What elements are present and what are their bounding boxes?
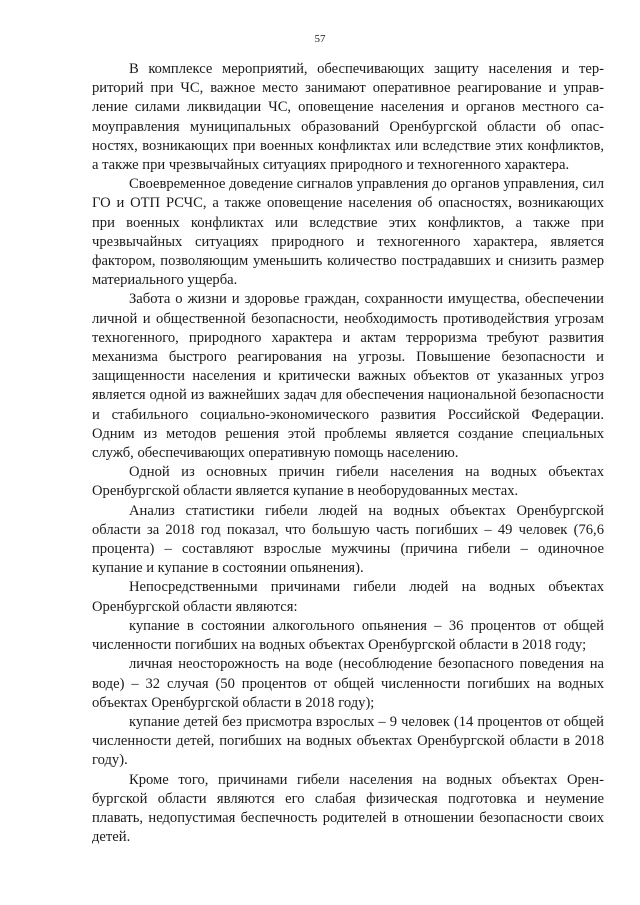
paragraph-6: Непосредственными причинами гибели людей на водных объектах Оренбургской области являются:	[92, 579, 604, 615]
paragraph-2: Своевременное доведение сигналов управления до органов управления, сил ГО и ОТП РСЧС, а также оповещение населения об опасностях, возникающих при военных конфликтах или вследствие этих конфликтов, а также при чрезвычайных ситуациях природного и техногенного характера, является фактором, позволяющим уменьшить количество пострадавших и снизить размер материального ущерба.	[92, 176, 604, 289]
paragraph-10: Кроме того, причинами гибели населения на водных объектах Оренбургской области являются его слабая физическая подготовка и неумение плавать, недопустимая беспечность родителей в отношении безопасности своих детей.	[92, 771, 604, 846]
paragraph-1: В комплексе мероприятий, обеспечивающих защиту населения и территорий при ЧС, важное место занимают оперативное реагирование и управление силами ликвидации ЧС, оповещение населения и органов местного самоуправления муниципальных образований Оренбургской области об опасностях, возникающих при военных конфликтах или вследствие этих конфликтов, а также при чрезвычайных ситуациях природного и техногенного характера.	[92, 61, 604, 174]
paragraph-3: Забота о жизни и здоровье граждан, сохранности имущества, обеспечении личной и общественной безопасности, необходимость противодействия угрозам техногенного, природного характера и актам терроризма требуют развития механизма быстрого реагирования на угрозы. Повышение безопасности и защищенности населения и критически важных объектов от указанных угроз является одной из важнейших задач для обеспечения национальной безопасности и стабильного социально-экономического развития Российской Федерации. Одним из методов решения этой проблемы является создание специальных служб, обеспечивающих оперативную помощь населению.	[92, 291, 604, 462]
paragraph-5: Анализ статистики гибели людей на водных объектах Оренбургской области за 2018 год показал, что большую часть погибших – 49 человек (76,6 процента) – составляют взрослые мужчины (причина гибели – одиночное купание и купание в состоянии опьянения).	[92, 502, 604, 577]
document-body	[92, 60, 604, 847]
paragraph-4: Одной из основных причин гибели населения на водных объектах Оренбургской области является купание в необорудованных местах.	[92, 464, 604, 500]
page-number: 57	[314, 33, 326, 45]
paragraph-8: личная неосторожность на воде (несоблюдение безопасного поведения на воде) – 32 случая (50 процентов от общей численности погибших на водных объектах Оренбургской области в 2018 году);	[92, 656, 604, 711]
paragraph-7: купание в состоянии алкогольного опьянения – 36 процентов от общей численности погибших на водных объектах Оренбургской области в 2018 году;	[92, 617, 604, 654]
paragraph-9: купание детей без присмотра взрослых – 9 человек (14 процентов от общей численности детей, погибших на водных объектах Оренбургской области в 2018 году).	[92, 713, 604, 769]
